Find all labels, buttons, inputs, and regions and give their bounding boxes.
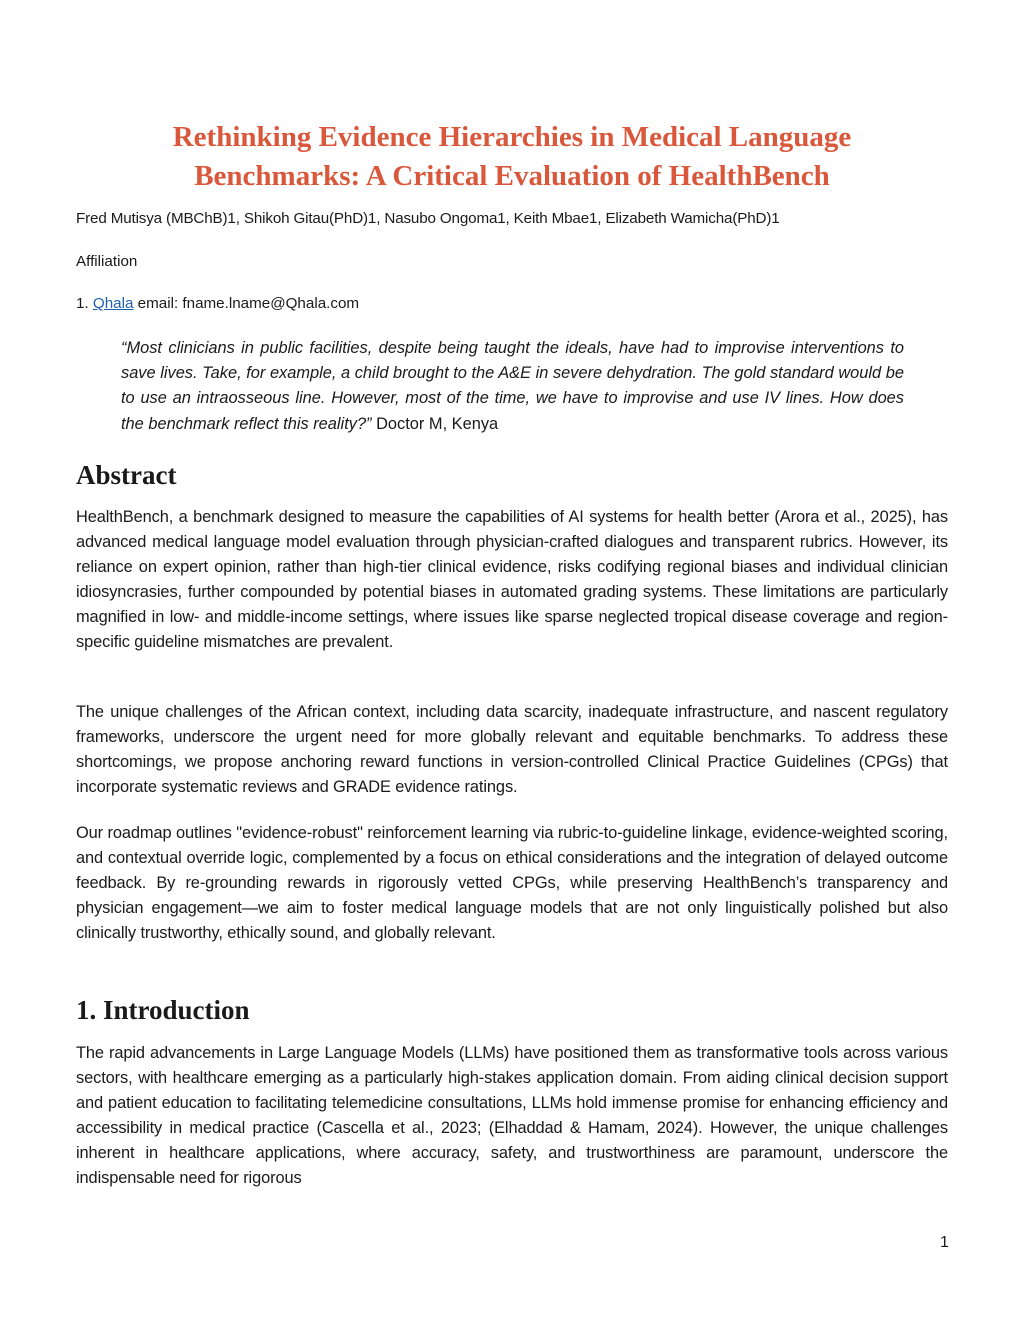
abstract-heading: Abstract bbox=[76, 460, 177, 490]
epigraph-attribution: Doctor M, Kenya bbox=[376, 414, 499, 433]
abstract-paragraph-1: HealthBench, a benchmark designed to measure the capabilities of AI systems for health better (Arora et al., 2025), has advanced medical language model evaluation through physician-crafted dialogues and transparent rubrics. However, its reliance on expert opinion, rather than high-tier clinical evidence, risks codifying regional biases and individual clinician idiosyncrasies, further compounded by potential biases in automated grading systems. These limitations are particularly magnified in low- and middle-income settings, where issues like sparse neglected tropical disease coverage and region-specific guideline mismatches are prevalent. bbox=[76, 508, 948, 652]
abstract-paragraph-3: Our roadmap outlines "evidence-robust" reinforcement learning via rubric-to-guideline linkage, evidence-weighted scoring, and contextual override logic, complemented by a focus on ethical considerations and the integration of delayed outcome feedback. By re-grounding rewards in rigorously vetted CPGs, while preserving HealthBench’s transparency and physician engagement—we aim to foster medical language models that are not only linguistically polished but also clinically trustworthy, ethically sound, and globally relevant. bbox=[76, 824, 948, 943]
author-list: Fred Mutisya (MBChB)1, Shikoh Gitau(PhD)1, Nasubo Ongoma1, Keith Mbae1, Elizabeth Wamicha(PhD)1 bbox=[76, 210, 780, 227]
introduction-heading: 1. Introduction bbox=[76, 995, 250, 1025]
paper-title: Rethinking Evidence Hierarchies in Medical Language Benchmarks: A Critical Evaluation of HealthBench bbox=[172, 121, 852, 192]
qhala-link[interactable]: Qhala bbox=[92, 295, 134, 312]
epigraph-text: “Most clinicians in public facilities, despite being taught the ideals, have had to improvise interventions to save lives. Take, for example, a child brought to the A&E in severe dehydration. The gold standard would be to use an intraosseous line. However, most of the time, we have to improvise and use IV lines. How does the benchmark reflect this reality?” bbox=[121, 339, 904, 433]
introduction-paragraph-1: The rapid advancements in Large Language Models (LLMs) have positioned them as transformative tools across various sectors, with healthcare emerging as a particularly high-stakes application domain. From aiding clinical decision support and patient education to facilitating telemedicine consultations, LLMs hold immense promise for enhancing efficiency and accessibility in medical practice (Cascella et al., 2023; (Elhaddad & Hamam, 2024). However, the unique challenges inherent in healthcare applications, where accuracy, safety, and trustworthiness are paramount, underscore the indispensable need for rigorous bbox=[76, 1044, 948, 1188]
epigraph-quote bbox=[121, 336, 904, 437]
page-number: 1 bbox=[940, 1234, 949, 1251]
affiliation-entry bbox=[76, 293, 359, 315]
abstract-paragraph-2: The unique challenges of the African context, including data scarcity, inadequate infrastructure, and nascent regulatory frameworks, underscore the urgent need for more globally relevant and equitable benchmarks. To address these shortcomings, we propose anchoring reward functions in version-controlled Clinical Practice Guidelines (CPGs) that incorporate systematic reviews and GRADE evidence ratings. bbox=[76, 703, 948, 797]
affiliation-number: 1. bbox=[76, 295, 89, 312]
affiliation-label: Affiliation bbox=[76, 253, 138, 270]
affiliation-email: email: fname.lname@Qhala.com bbox=[137, 295, 360, 312]
